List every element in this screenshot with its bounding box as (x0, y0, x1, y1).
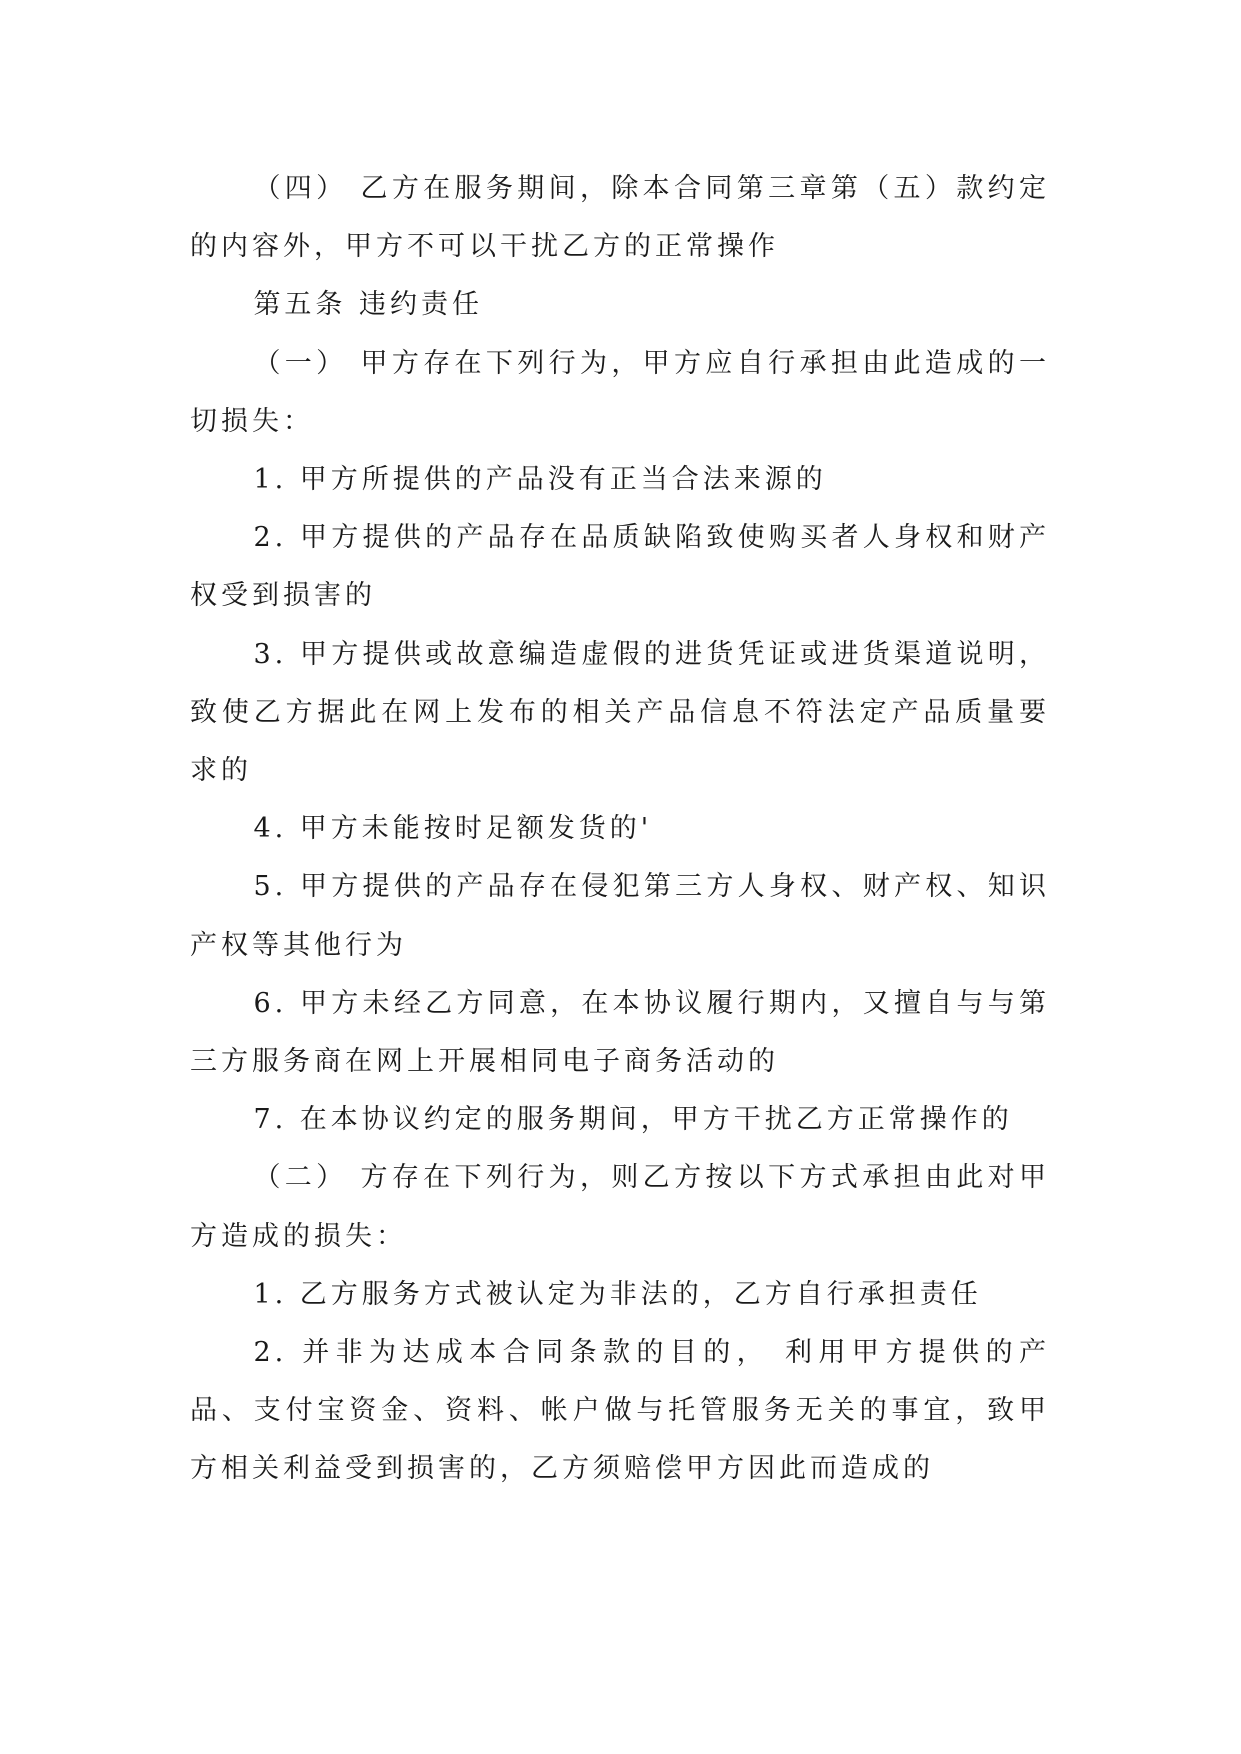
section-heading-breach-liability: 第五条 违约责任 (253, 289, 484, 321)
list-item-b1: 1. 乙方服务方式被认定为非法的，乙方自行承担责任 (253, 1278, 982, 1310)
paragraph-party-b-liability: （二） 方存在下列行为，则乙方按以下方式承担由此对甲方造成的损失： (190, 1162, 1050, 1252)
document-body (190, 160, 1050, 1499)
paragraph-clause-4: （四） 乙方在服务期间，除本合同第三章第（五）款约定的内容外，甲方不可以干扰乙方的正常操作 (190, 173, 1050, 263)
list-item-b2: 2. 并非为达成本合同条款的目的， 利用甲方提供的产品、支付宝资金、资料、帐户做与托管服务无关的事宜，致甲方相关利益受到损害的，乙方须赔偿甲方因此而造成的 (190, 1337, 1050, 1485)
list-item-a3: 3. 甲方提供或故意编造虚假的进货凭证或进货渠道说明，致使乙方据此在网上发布的相关产品信息不符法定产品质量要求的 (190, 638, 1050, 787)
list-item-a7: 7. 在本协议约定的服务期间，甲方干扰乙方正常操作的 (253, 1104, 1013, 1136)
list-item-a5: 5. 甲方提供的产品存在侵犯第三方人身权、财产权、知识产权等其他行为 (190, 871, 1050, 961)
paragraph-party-a-liability: （一） 甲方存在下列行为，甲方应自行承担由此造成的一切损失： (190, 347, 1050, 437)
list-item-a6: 6. 甲方未经乙方同意，在本协议履行期内，又擅自与与第三方服务商在网上开展相同电子商务活动的 (190, 987, 1050, 1078)
list-item-a4: 4. 甲方未能按时足额发货的' (253, 813, 653, 845)
list-item-a1: 1. 甲方所提供的产品没有正当合法来源的 (253, 464, 827, 496)
list-item-a2: 2. 甲方提供的产品存在品质缺陷致使购买者人身权和财产权受到损害的 (190, 522, 1050, 612)
